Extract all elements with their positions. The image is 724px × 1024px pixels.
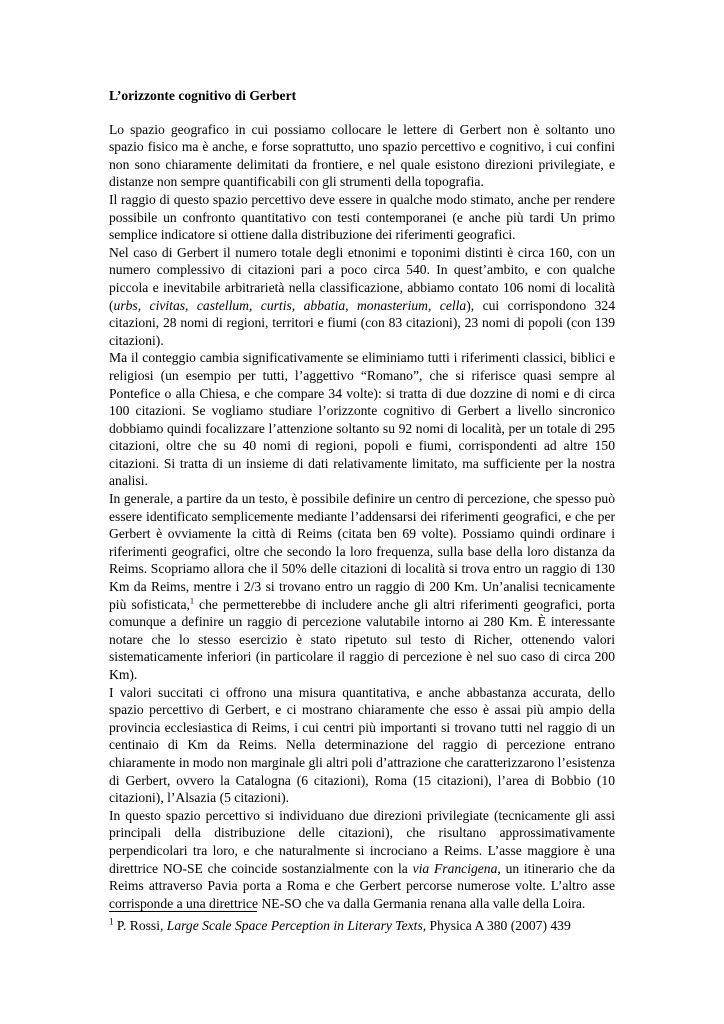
paragraph-7-italic: via Francigena	[412, 860, 498, 876]
paragraph-7-text-a: In questo spazio percettivo si individuano due direzioni privilegiate (tecnicamente gli assi principali della distribuzione delle citazioni), che risultano approssimativamente perpendicolari tra loro, e che naturalmente si incrociano a Reims. L’asse maggiore è una direttrice NO-SE che coincide sostanzialmente con la	[109, 807, 615, 876]
document-body	[109, 87, 615, 912]
paragraph-5	[109, 490, 615, 684]
paragraph-2: Il raggio di questo spazio percettivo deve essere in qualche modo stimato, anche per rendere possibile un confronto quantitativo con testi contemporanei (e anche più tardi Un primo semplice indicatore si ottiene dalla distribuzione dei riferimenti geografici.	[109, 191, 615, 243]
footnote	[109, 917, 649, 935]
paragraph-3-italic: urbs, civitas, castellum, curtis, abbatia, monasterium, cella	[113, 297, 467, 313]
footnote-separator	[109, 911, 257, 912]
footnote-reference: 1	[189, 596, 194, 606]
paragraph-5-text-b: che permetterebbe di includere anche gli altri riferimenti geografici, porta comunque a definire un raggio di percezione valutabile intorno ai 280 Km. È interessante notare che lo stesso esercizio è stato ripetuto sul testo di Richer, ottenendo valori sistematicamente inferiori (in particolare il raggio di percezione è nel suo caso di circa 200 Km).	[109, 596, 615, 682]
paragraph-7	[109, 807, 615, 913]
footnote-italic: Large Scale Space Perception in Literary Texts,	[166, 918, 427, 933]
paragraph-1: Lo spazio geografico in cui possiamo collocare le lettere di Gerbert non è soltanto uno spazio fisico ma è anche, e forse soprattutto, uno spazio percettivo e cognitivo, i cui confini non sono chiaramente delimitati da frontiere, e nel quale esistono direzioni privilegiate, e distanze non sempre quantificabili con gli strumenti della topografia.	[109, 121, 615, 190]
document-title: L’orizzonte cognitivo di Gerbert	[109, 88, 297, 103]
paragraph-6: I valori succitati ci offrono una misura quantitativa, e anche abbastanza accurata, dello spazio percettivo di Gerbert, e ci mostrano chiaramente che esso è assai più ampio della provincia ecclesiastica di Reims, i cui centri più importanti si trovano tutti nel raggio di un centinaio di Km da Reims. Nella determinazione del raggio di percezione entrano chiaramente in modo non marginale gli altri poli d’attrazione che caratterizzarono l’esistenza di Gerbert, ovvero la Catalogna (6 citazioni), Roma (15 citazioni), l’area di Bobbio (10 citazioni), l’Alsazia (5 citazioni).	[109, 684, 615, 806]
paragraph-3-text-a: Nel caso di Gerbert il numero totale degli etnonimi e toponimi distinti è circa 160, con un numero complessivo di citazioni pari a poco circa 540. In quest’ambito, e con qualche piccola e inevitabile arbitrarietà nella classificazione, abbiamo contato 106 nomi di località (	[109, 244, 615, 313]
paragraph-7-text-b: , un itinerario che da Reims attraverso Pavia porta a Roma e che Gerbert percorse numerose volte. L’altro asse corrisponde a una direttrice NE-SO che va dalla Germania renana alla valle della Loira.	[109, 860, 615, 911]
paragraph-4: Ma il conteggio cambia significativamente se eliminiamo tutti i riferimenti classici, biblici e religiosi (un esempio per tutti, l’aggettivo “Romano”, che si riferisce quasi sempre al Pontefice o alla Chiesa, e che compare 34 volte): si tratta di due dozzine di nomi e di circa 100 citazioni. Se vogliamo studiare l’orizzonte cognitivo di Gerbert a livello sincronico dobbiamo quindi focalizzare l’attenzione soltanto su 92 nomi di località, per un totale di 295 citazioni, oltre che su 40 nomi di regioni, popoli e fiumi, corrispondenti ad altre 150 citazioni. Si tratta di un insieme di dati relativamente limitato, ma sufficiente per la nostra analisi.	[109, 350, 615, 489]
paragraph-5-text-a: In generale, a partire da un testo, è possibile definire un centro di percezione, che spesso può essere identificato semplicemente mediante l’addensarsi dei riferimenti geografici, e che per Gerbert è ovviamente la città di Reims (citata ben 69 volte). Possiamo quindi ordinare i riferimenti geografici, oltre che secondo la loro frequenza, sulla base della loro distanza da Reims. Scopriamo allora che il 50% delle citazioni di località si trova entro un raggio di 130 Km da Reims, mentre i 2/3 si trovano entro un raggio di 200 Km. Un’analisi tecnicamente più sofisticata,	[109, 491, 615, 612]
paragraph-3	[109, 244, 615, 350]
footnote-text-a: P. Rossi,	[113, 918, 167, 933]
paragraph-3-text-b: ), cui corrispondono 324 citazioni, 28 nomi di regioni, territori e fiumi (con 83 citazioni), 23 nomi di popoli (con 139 citazioni).	[109, 297, 615, 348]
footnote-text-b: Physica A 380 (2007) 439	[426, 918, 571, 933]
footnote-number: 1	[109, 916, 114, 927]
